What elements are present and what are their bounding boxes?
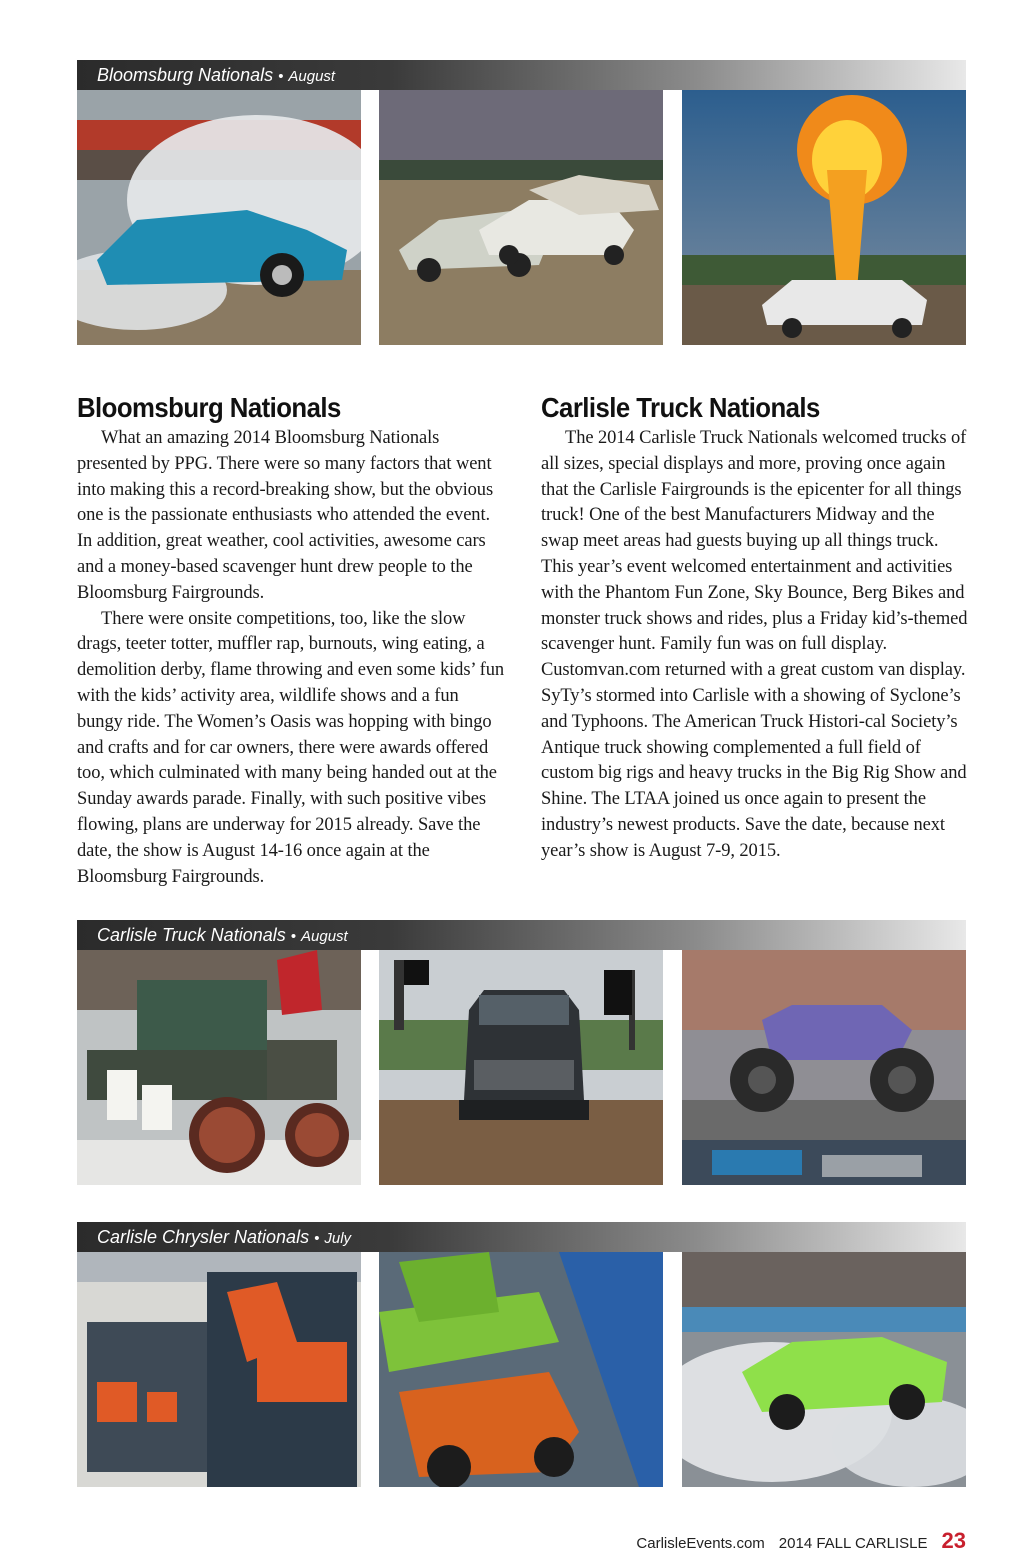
banner-title: Carlisle Truck Nationals bbox=[97, 925, 286, 945]
photo-hemi-mural bbox=[77, 1252, 361, 1487]
photo-antique-truck bbox=[77, 950, 361, 1185]
banner-separator: • bbox=[314, 1230, 320, 1247]
article-heading: Carlisle Truck Nationals bbox=[541, 392, 820, 423]
article-truck-nationals bbox=[541, 392, 969, 865]
footer-issue: 2014 FALL CARLISLE bbox=[778, 1535, 928, 1552]
article-paragraph: What an amazing 2014 Bloomsburg Nationals presented by PPG. There were so many factors that went into making this a record-breaking show, but the obvious one is the passionate enthusiasts who attended the event. In addition, great weather, cool activities, awesome cars and a money-based scavenger hunt drew people to the Bloomsburg Fairgrounds. bbox=[77, 428, 494, 603]
article-bloomsburg bbox=[77, 392, 505, 890]
photo-row-chrysler-nationals bbox=[77, 1252, 966, 1487]
footer-site: CarlisleEvents.com bbox=[636, 1535, 765, 1552]
section-banner-bloomsburg bbox=[77, 60, 966, 90]
banner-month: July bbox=[324, 1230, 352, 1247]
banner-title: Carlisle Chrysler Nationals bbox=[97, 1227, 310, 1247]
photo-burnout-camaro bbox=[77, 90, 361, 345]
page-number: 23 bbox=[941, 1528, 966, 1553]
banner-month: August bbox=[288, 68, 336, 85]
article-paragraph: The 2014 Carlisle Truck Nationals welcomed trucks of all sizes, special displays and more, proving once again that the Carlisle Fairgrounds is the epicenter for all things truck! One of the best Manufacturers Midway and the swap meet areas had guests buying up all things truck. This year’s event welcomed entertainment and activities with the Phantom Fun Zone, Sky Bounce, Berg Bikes and monster truck shows and rides, plus a Friday kid’s-themed scavenger hunt. Family fun was on full display. Customvan.com returned with a great custom van display. SyTy’s stormed into Carlisle with a showing of Syclone’s and Typhoons. The American Truck Histori-cal Society’s Antique truck showing complemented a full field of custom big rigs and heavy trucks in the Big Rig Show and Shine. The LTAA joined us once again to present the industry’s newest products. Save the date, because next year’s show is August 7-9, 2015. bbox=[541, 428, 968, 861]
photo-row-bloomsburg bbox=[77, 90, 966, 345]
photo-row-truck-nationals bbox=[77, 950, 966, 1185]
photo-monster-truck bbox=[682, 950, 966, 1185]
article-heading: Bloomsburg Nationals bbox=[77, 392, 341, 423]
banner-month: August bbox=[301, 928, 348, 945]
photo-challenger-burnout bbox=[682, 1252, 966, 1487]
section-banner-chrysler-nationals bbox=[77, 1222, 966, 1252]
photo-demolition-derby bbox=[379, 90, 663, 345]
page-footer bbox=[636, 1528, 966, 1554]
photo-ram-truck bbox=[379, 950, 663, 1185]
section-banner-truck-nationals bbox=[77, 920, 966, 950]
banner-separator: • bbox=[290, 928, 296, 945]
photo-muscle-cars bbox=[379, 1252, 663, 1487]
banner-title: Bloomsburg Nationals bbox=[97, 65, 274, 85]
article-paragraph: There were onsite competitions, too, like the slow drags, teeter totter, muffler rap, burnouts, wing eating, a demolition derby, flame throwing and even some kids’ fun with the kids’ activity area, wildlife shows and a fun bungy ride. The Women’s Oasis was hopping with bingo and crafts and for car owners, there were awards offered too, which culminated with many being handed out at the Sunday awards parade. Finally, with such positive vibes flowing, plans are underway for 2015 already. Save the date, the show is August 14-16 once again at the Bloomsburg Fairgrounds. bbox=[77, 608, 504, 887]
photo-flame-throwing bbox=[682, 90, 966, 345]
banner-separator: • bbox=[278, 68, 284, 85]
